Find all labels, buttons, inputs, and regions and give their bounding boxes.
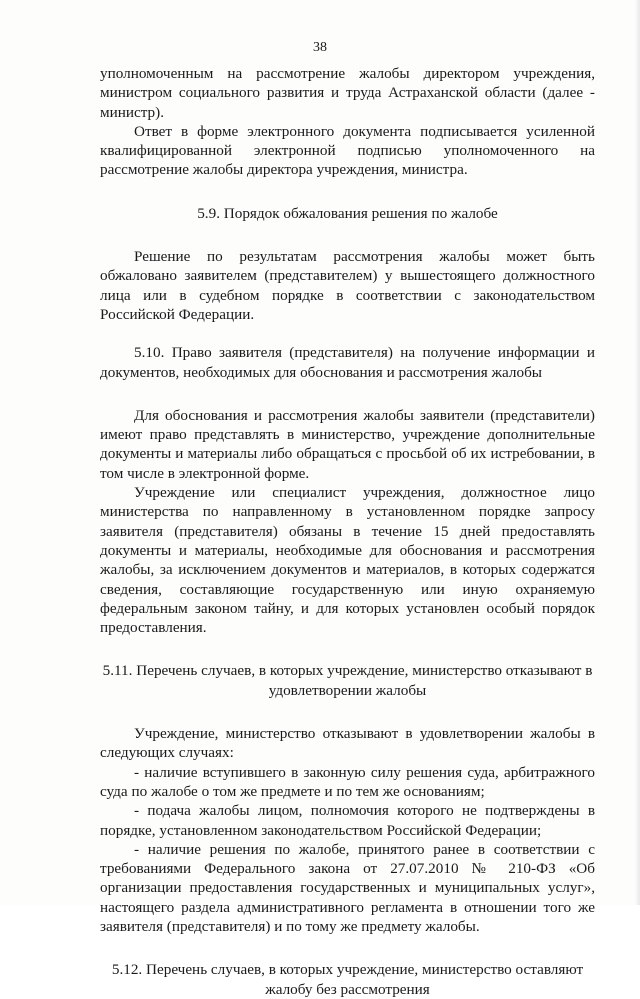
paragraph-electronic-answer: Ответ в форме электронного документа подписывается усиленной квалифицированной электронной подписью уполномоченного на рассмотрение жалобы директора учреждения, министра. bbox=[100, 122, 595, 179]
document-body bbox=[100, 64, 595, 999]
paragraph-5-9: Решение по результатам рассмотрения жалобы может быть обжаловано заявителем (представителем) у вышестоящего должностного лица или в судебном порядке в соответствии с законодательством Российской Федерации. bbox=[100, 248, 595, 323]
heading-5-12: 5.12. Перечень случаев, в которых учреждение, министерство оставляют жалобу без рассмотрения bbox=[111, 961, 584, 998]
list-item-prior-decision: - наличие решения по жалобе, принятого ранее в соответствии с требованиями Федерального закона от 27.07.2010 № 210-ФЗ «Об организации предоставления государственных и муниципальных услуг», настоящего раздела административного регламента в отношении того же заявителя (представителя) и по тому же предмету жалобы. bbox=[100, 840, 595, 935]
page-edge-shadow bbox=[634, 0, 640, 905]
heading-5-11: 5.11. Перечень случаев, в которых учреждение, министерство отказывают в удовлетворении жалобы bbox=[102, 662, 593, 699]
paragraph-continuation: уполномоченным на рассмотрение жалобы директором учреждения, министром социального развития и труда Астраханской области (далее - министр). bbox=[100, 65, 595, 121]
page-number: 38 bbox=[313, 40, 327, 55]
heading-5-9: 5.9. Порядок обжалования решения по жалобе bbox=[197, 204, 498, 222]
paragraph-5-11-intro: Учреждение, министерство отказывают в удовлетворении жалобы в следующих случаях: bbox=[100, 725, 595, 762]
paragraph-5-10-2: Учреждение или специалист учреждения, должностное лицо министерства по направленному в установленном порядке запросу заявителя (представителя) обязаны в течение 15 дней предоставлять документы и материалы, необходимые для обоснования и рассмотрения жалобы, за исключением документов и материалов, в которых содержатся сведения, составляющие государственную или иную охраняемую федеральным законом тайну, и для которых установлен особый порядок предоставления. bbox=[100, 484, 595, 637]
list-item-unconfirmed-authority: - подача жалобы лицом, полномочия которого не подтверждены в порядке, установленном законодательством Российской Федерации; bbox=[100, 802, 595, 839]
heading-5-10: 5.10. Право заявителя (представителя) на получение информации и документов, необходимых для обоснования и рассмотрения жалобы bbox=[100, 344, 595, 381]
list-item-court-decision: - наличие вступившего в законную силу решения суда, арбитражного суда по жалобе о том же предмете и по тем же основаниям; bbox=[100, 763, 595, 800]
paragraph-5-10-1: Для обоснования и рассмотрения жалобы заявители (представители) имеют право представлять в министерство, учреждение дополнительные документы и материалы либо обращаться с просьбой об их истребовании, в том числе в электронной форме. bbox=[100, 406, 595, 482]
